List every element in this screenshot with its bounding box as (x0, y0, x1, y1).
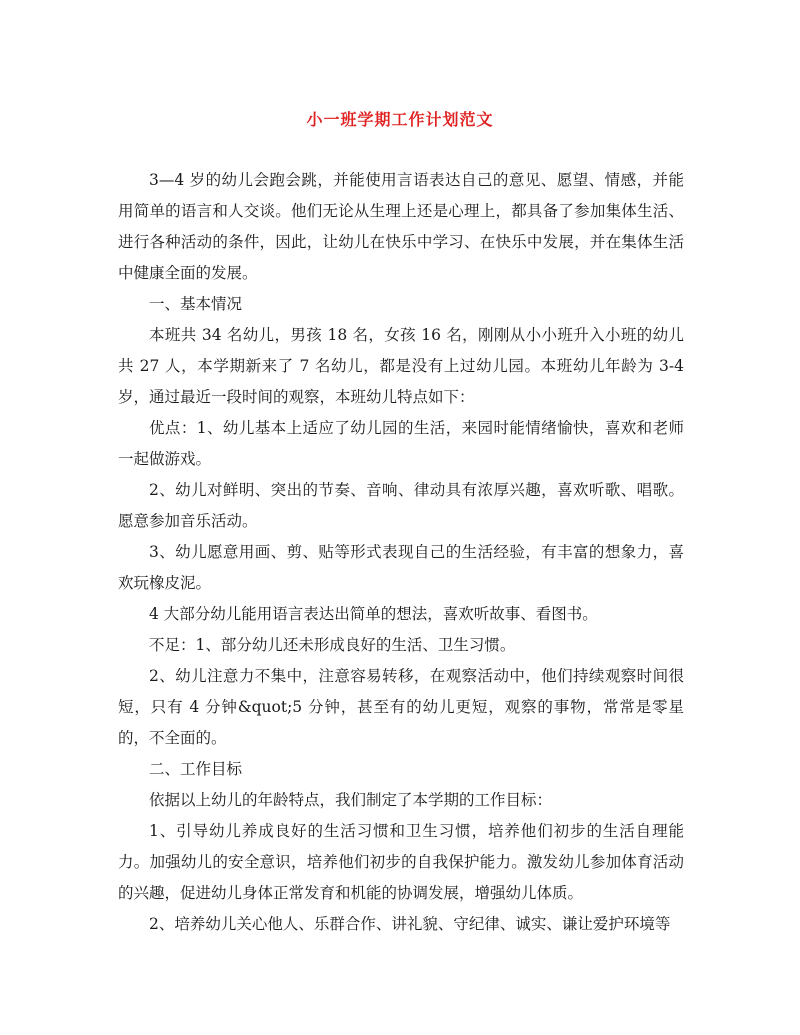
paragraph-strength-4: 4 大部分幼儿能用语言表达出简单的想法，喜欢听故事、看图书。 (149, 605, 598, 623)
paragraph-strength-3: 3、幼儿愿意用画、剪、贴等形式表现自己的生活经验，有丰富的想象力，喜欢玩橡皮泥。 (118, 543, 684, 592)
paragraph-strength-1: 优点：1、幼儿基本上适应了幼儿园的生活，来园时能情绪愉快，喜欢和老师一起做游戏。 (118, 419, 684, 468)
paragraph-strength-2: 2、幼儿对鲜明、突出的节奏、音响、律动具有浓厚兴趣，喜欢听歌、唱歌。愿意参加音乐活动。 (118, 481, 684, 530)
paragraph-weakness-2: 2、幼儿注意力不集中，注意容易转移，在观察活动中，他们持续观察时间很短，只有 4 分钟&quot;5 分钟，甚至有的幼儿更短，观察的事物，常常是零星的，不全面的。 (118, 667, 684, 747)
section-heading-work-goals: 二、工作目标 (149, 760, 243, 778)
paragraph-intro: 3—4 岁的幼儿会跑会跳，并能使用言语表达自己的意见、愿望、情感，并能用简单的语言和人交谈。他们无论从生理上还是心理上，都具备了参加集体生活、进行各种活动的条件，因此，让幼儿在快乐中学习、在快乐中发展，并在集体生活中健康全面的发展。 (118, 171, 684, 282)
document-title: 小一班学期工作计划范文 (306, 110, 494, 129)
paragraph-goal-2: 2、培养幼儿关心他人、乐群合作、讲礼貌、守纪律、诚实、谦让爱护环境等 (149, 915, 671, 933)
paragraph-goal-1: 1、引导幼儿养成良好的生活习惯和卫生习惯，培养他们初步的生活自理能力。加强幼儿的安全意识，培养他们初步的自我保护能力。激发幼儿参加体育活动的兴趣，促进幼儿身体正常发育和机能的协调发展，增强幼儿体质。 (118, 822, 684, 902)
section-heading-basic-situation: 一、基本情况 (149, 295, 243, 313)
paragraph-goals-intro: 依据以上幼儿的年龄特点，我们制定了本学期的工作目标： (149, 791, 553, 809)
paragraph-weakness-1: 不足：1、部分幼儿还未形成良好的生活、卫生习惯。 (149, 636, 516, 654)
document-body (118, 165, 684, 940)
paragraph-class-overview: 本班共 34 名幼儿，男孩 18 名，女孩 16 名，刚刚从小小班升入小班的幼儿共 27 人，本学期新来了 7 名幼儿，都是没有上过幼儿园。本班幼儿年龄为 3-4 岁，通过最近一段时间的观察，本班幼儿特点如下： (118, 326, 684, 406)
